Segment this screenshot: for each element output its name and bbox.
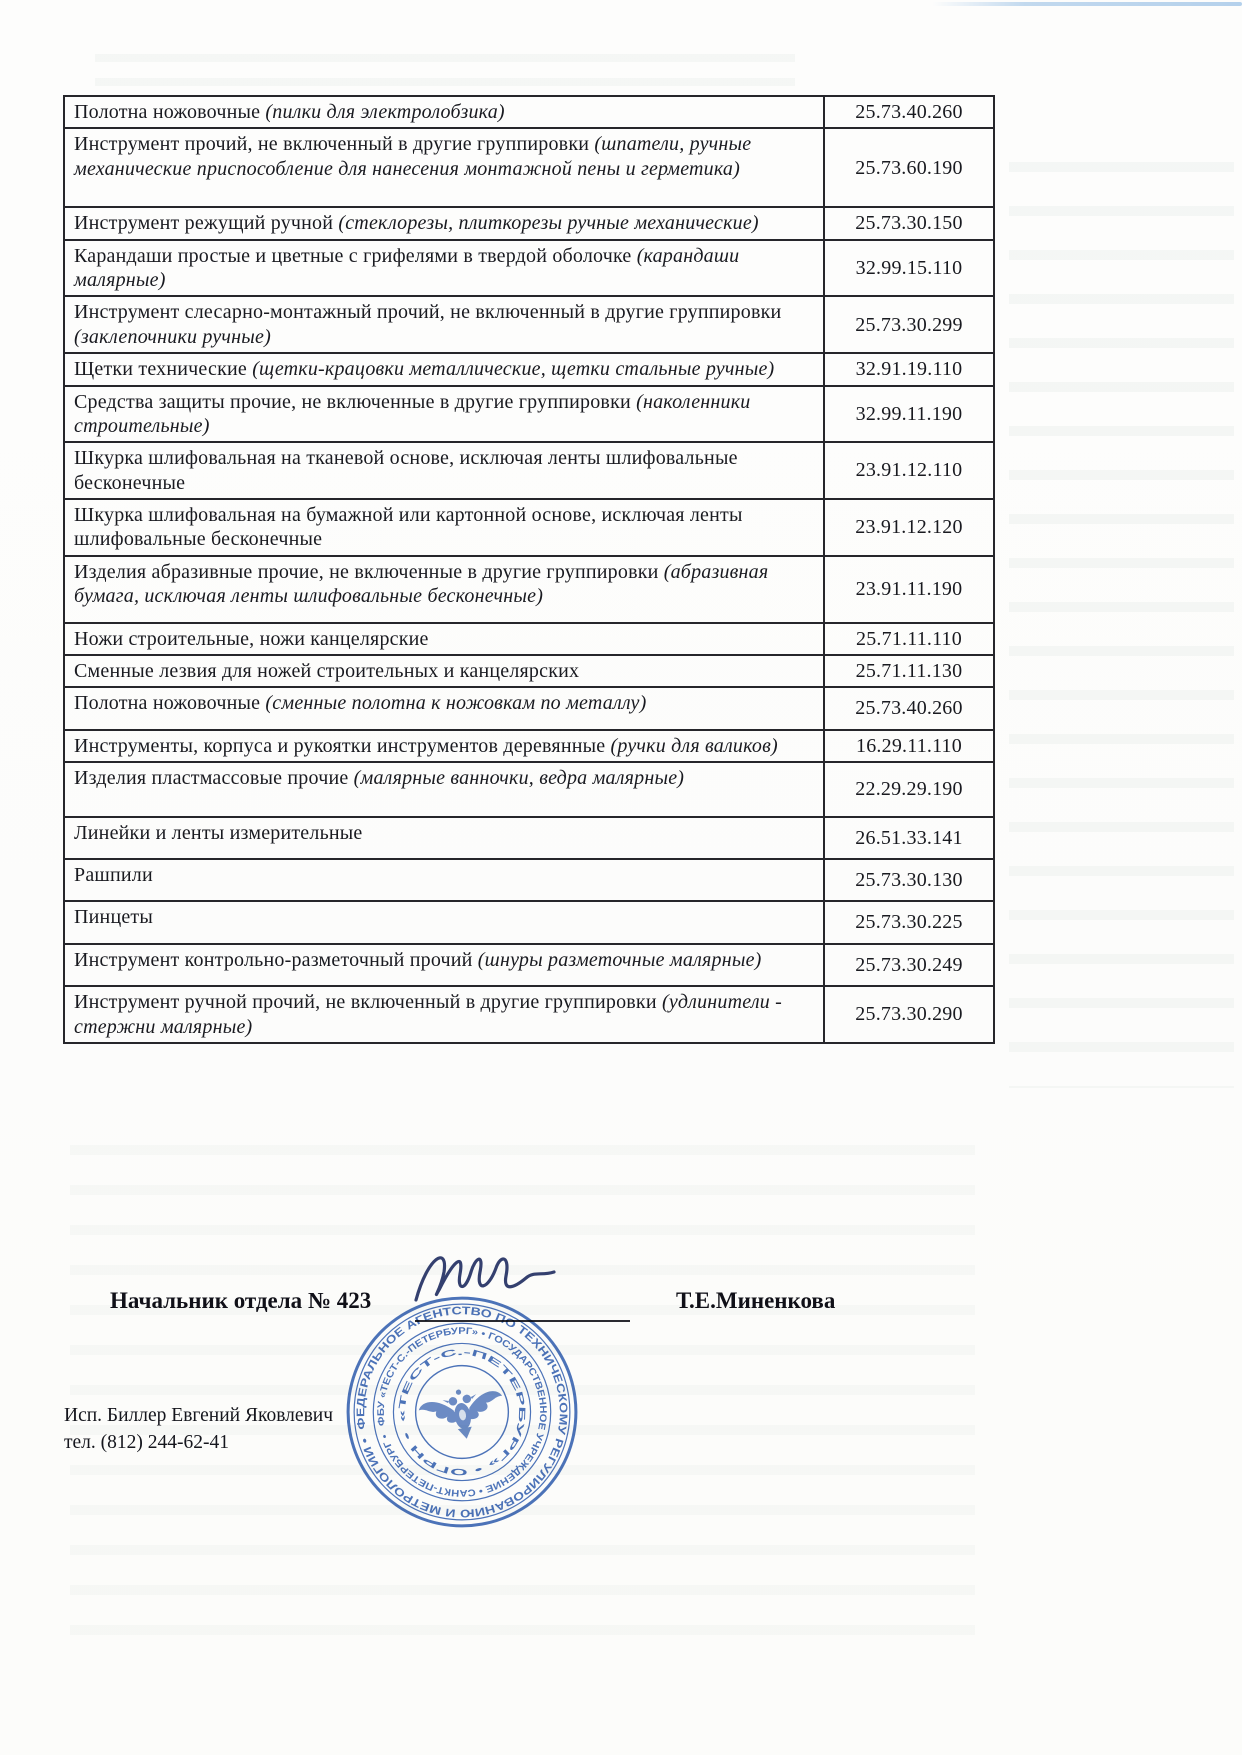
product-name-text: Рашпили <box>74 863 153 886</box>
table-row <box>65 818 993 860</box>
product-name-text: Линейки и ленты измерительные <box>74 821 363 844</box>
product-name-cell <box>65 945 825 985</box>
product-name-cell <box>65 354 825 384</box>
okpd-code-cell: 32.99.15.110 <box>855 256 963 279</box>
stamp-ring-middle-text: ФБУ «ТЕСТ-С.-ПЕТЕРБУРГ» • ГОСУДАРСТВЕННОЕ УЧРЕЖДЕНИЕ • САНКТ-ПЕТЕРБУРГ • <box>375 1325 549 1499</box>
product-name-text: Изделия пластмассовые прочие <box>74 767 354 790</box>
okpd-code-cell: 25.71.11.110 <box>856 627 962 650</box>
product-name-cell <box>65 97 825 127</box>
okpd-code-cell: 23.91.12.120 <box>855 516 963 539</box>
product-name-text: Шкурка шлифовальная на тканевой основе, исключая ленты шлифовальные бесконечные <box>74 447 738 494</box>
table-row <box>65 297 993 354</box>
product-name-cell <box>65 624 825 654</box>
okpd-code-cell: 25.73.30.299 <box>855 313 963 336</box>
okpd-code-cell: 25.73.30.225 <box>855 911 963 934</box>
table-row <box>65 387 993 444</box>
okpd-code-cell: 25.73.60.190 <box>855 156 963 179</box>
bleedthrough-artifact <box>1009 128 1234 1088</box>
product-name-text: Полотна ножовочные <box>74 101 266 123</box>
product-name-italic-note: (пилки для электролобзика) <box>265 101 505 123</box>
product-name-text: Сменные лезвия для ножей строительных и канцелярских <box>74 660 580 683</box>
okpd-code-cell: 32.91.19.110 <box>855 358 963 381</box>
product-name-cell <box>65 241 825 296</box>
product-name-cell <box>65 500 825 555</box>
table-row <box>65 97 993 129</box>
table-row <box>65 500 993 557</box>
table-row <box>65 688 993 730</box>
product-name-cell <box>65 297 825 352</box>
okpd-code-cell: 23.91.11.190 <box>855 578 963 601</box>
product-name-italic-note: (шнуры разметочные малярные) <box>477 948 762 971</box>
product-name-italic-note: (ручки для валиков) <box>610 734 778 757</box>
executor-name: Исп. Биллер Евгений Яковлевич <box>64 1405 334 1426</box>
product-name-cell <box>65 443 825 498</box>
okpd-code-cell: 25.73.30.130 <box>855 868 963 891</box>
product-name-text: Инструмент контрольно-разметочный прочий <box>74 948 478 971</box>
product-name-text: Пинцеты <box>74 906 154 929</box>
product-name-cell <box>65 860 825 900</box>
table-row <box>65 241 993 298</box>
double-eagle-emblem <box>416 1382 508 1446</box>
product-name-cell <box>65 129 825 206</box>
okpd-code-cell: 23.91.12.110 <box>855 459 963 482</box>
product-name-italic-note: (абразивная бумага, исключая ленты шлифовальные бесконечные) <box>74 560 769 608</box>
okpd-code-cell: 25.73.30.249 <box>855 953 963 976</box>
okpd-code-cell: 16.29.11.110 <box>856 734 962 757</box>
product-name-italic-note: (заклепочники ручные) <box>74 325 271 348</box>
okpd-code-cell: 25.73.40.260 <box>855 697 963 720</box>
product-name-text: Ножи строительные, ножи канцелярские <box>74 627 429 650</box>
product-name-text: Щетки технические <box>74 358 253 381</box>
table-row <box>65 443 993 500</box>
product-name-text: Шкурка шлифовальная на бумажной или картонной основе, исключая ленты шлифовальные бесконечные <box>74 504 743 551</box>
product-name-cell <box>65 818 825 858</box>
table-row <box>65 763 993 817</box>
product-name-cell <box>65 208 825 238</box>
table-row <box>65 656 993 688</box>
scan-streak-artifact <box>932 2 1242 6</box>
executor-block <box>64 1402 333 1456</box>
product-name-italic-note: (наколенники строительные) <box>74 390 751 437</box>
product-name-text: Изделия абразивные прочие, не включенные в другие группировки <box>74 560 664 583</box>
signatory-title: Начальник отдела № 423 <box>110 1288 372 1313</box>
table-row <box>65 129 993 208</box>
table-row <box>65 354 993 386</box>
signatory-name: Т.Е.Миненкова <box>676 1288 836 1313</box>
product-name-cell <box>65 656 825 686</box>
product-name-italic-note: (карандаши малярные) <box>74 244 740 291</box>
product-name-italic-note: (удлинители - стержни малярные) <box>74 991 782 1038</box>
table-row <box>65 208 993 240</box>
table-row <box>65 731 993 763</box>
table-row <box>65 902 993 944</box>
product-name-italic-note: (щетки-крацовки металлические, щетки стальные ручные) <box>252 358 775 381</box>
stamp-ring-outer-text: ФЕДЕРАЛЬНОЕ АГЕНТСТВО ПО ТЕХНИЧЕСКОМУ РЕГУЛИРОВАНИЮ И МЕТРОЛОГИИ • <box>355 1305 569 1519</box>
okpd-code-cell: 25.73.30.290 <box>855 1003 963 1026</box>
okpd-table <box>63 95 995 1044</box>
product-name-cell <box>65 688 825 728</box>
okpd-code-cell: 25.73.30.150 <box>855 212 963 235</box>
table-row <box>65 987 993 1042</box>
product-name-text: Инструмент режущий ручной <box>74 212 339 235</box>
product-name-italic-note: (сменные полотна к ножовкам по металлу) <box>265 692 647 715</box>
product-name-text: Инструмент ручной прочий, не включенный в другие группировки <box>74 991 662 1014</box>
table-row <box>65 860 993 902</box>
product-name-italic-note: (стеклорезы, плиткорезы ручные механические) <box>338 212 759 235</box>
okpd-code-cell: 25.71.11.130 <box>855 660 963 683</box>
product-name-cell <box>65 987 825 1042</box>
okpd-code-cell: 32.99.11.190 <box>855 402 963 425</box>
product-name-text: Инструмент прочий, не включенный в другие группировки <box>74 133 595 156</box>
product-name-italic-note: (шпатели, ручные механические приспособление для нанесения монтажной пены и герметика) <box>74 133 752 180</box>
product-name-cell <box>65 763 825 815</box>
official-stamp <box>336 1286 588 1538</box>
product-name-text: Инструмент слесарно-монтажный прочий, не включенный в другие группировки <box>74 301 782 324</box>
product-name-text: Средства защиты прочие, не включенные в другие группировки <box>74 390 637 413</box>
okpd-code-cell: 25.73.40.260 <box>855 101 963 123</box>
bleedthrough-artifact <box>95 38 795 86</box>
executor-phone: тел. (812) 244-62-41 <box>64 1432 230 1453</box>
table-row <box>65 557 993 624</box>
okpd-code-cell: 22.29.29.190 <box>855 778 963 801</box>
product-name-text: Полотна ножовочные <box>74 692 266 715</box>
product-name-text: Карандаши простые и цветные с грифелями в твердой оболочке <box>74 244 637 267</box>
okpd-code-cell: 26.51.33.141 <box>855 826 963 849</box>
table-row <box>65 624 993 656</box>
product-name-cell <box>65 731 825 761</box>
stamp-ring-inner-text: «ТЕСТ-С.-ПЕТЕРБУРГ» • ОГРН • <box>396 1346 528 1478</box>
product-name-text: Инструменты, корпуса и рукоятки инструментов деревянные <box>74 734 611 757</box>
product-name-cell <box>65 387 825 442</box>
product-name-italic-note: (малярные ванночки, ведра малярные) <box>353 767 685 790</box>
product-name-cell <box>65 902 825 942</box>
product-name-cell <box>65 557 825 622</box>
table-row <box>65 945 993 987</box>
